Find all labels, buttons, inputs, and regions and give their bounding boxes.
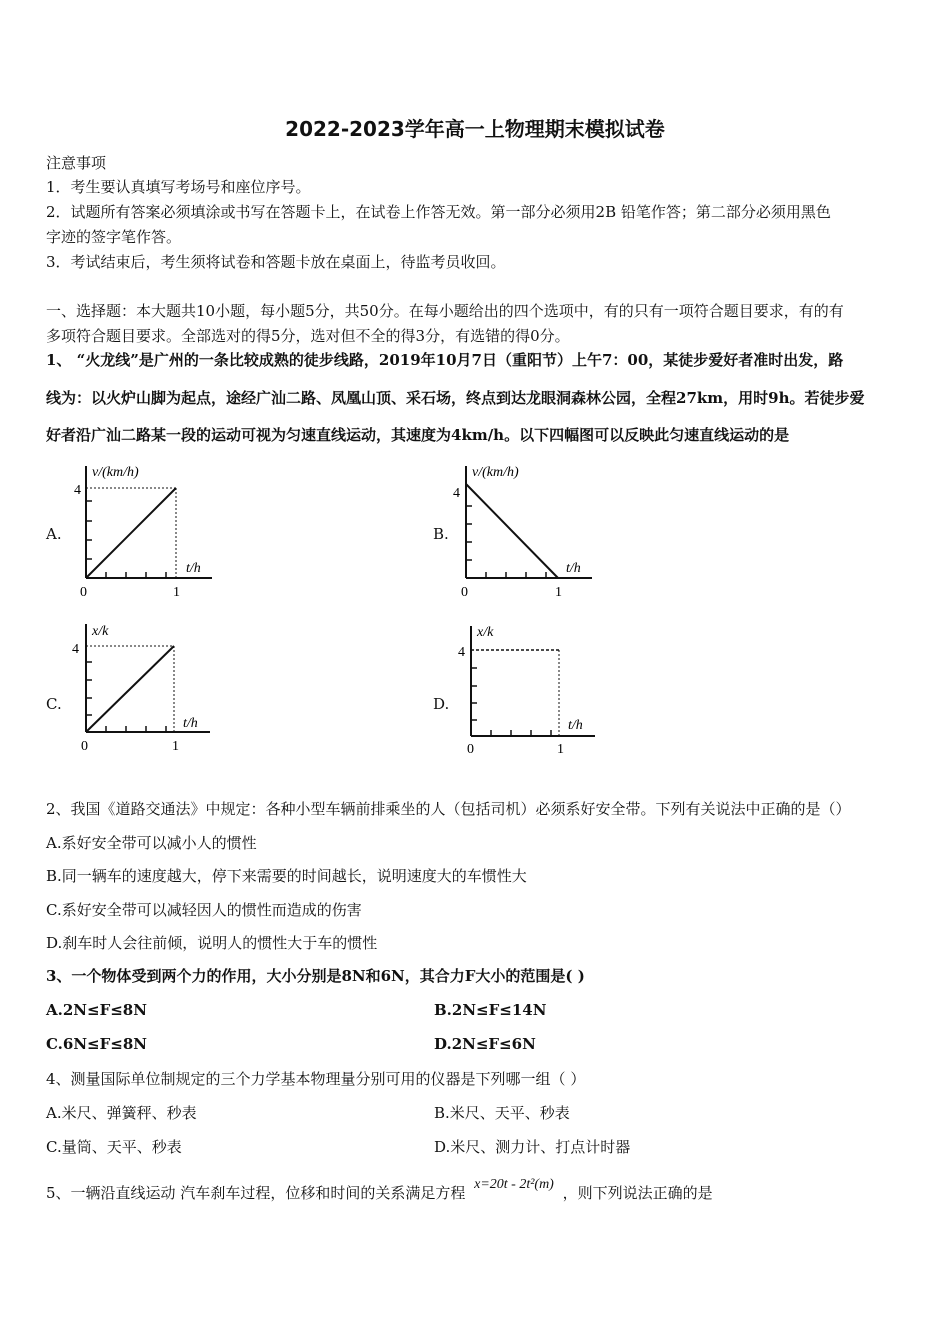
question-3-option: B.2N≤F≤14N: [434, 1001, 547, 1019]
option-label-b: B.: [433, 525, 449, 543]
question-3-option: A.2N≤F≤8N: [46, 1001, 147, 1019]
question-2-stem: 2、我国《道路交通法》中规定：各种小型车辆前排乘坐的人（包括司机）必须系好安全带。下列有关说法中正确的是（）: [46, 800, 851, 818]
page-title: 2022-2023学年高一上物理期末模拟试卷: [285, 117, 665, 141]
section-instructions: 一、选择题：本大题共10小题，每小题5分，共50分。在每小题给出的四个选项中，有的只有一项符合题目要求，有的有: [46, 302, 844, 320]
x-axis-label: t/h: [568, 718, 583, 733]
notice-item: 3．考试结束后，考生须将试卷和答题卡放在桌面上，待监考员收回。: [46, 253, 506, 271]
notice-heading: 注意事项: [46, 154, 107, 172]
option-label-d: D.: [433, 695, 450, 713]
question-5-formula: x=20t - 2t²(m): [474, 1177, 554, 1192]
graph-b: [452, 458, 602, 603]
notice-item: 2．试题所有答案必须填涂或书写在答题卡上，在试卷上作答无效。第一部分必须用2B 铅笔作答；第二部分必须用黑色: [46, 203, 831, 221]
option-label-a: A.: [46, 525, 62, 543]
question-4-stem: 4、测量国际单位制规定的三个力学基本物理量分别可用的仪器是下列哪一组（ ）: [46, 1070, 586, 1088]
question-3-option: C.6N≤F≤8N: [46, 1035, 147, 1053]
origin-label: 0: [461, 585, 468, 600]
question-4-option: A.米尺、弹簧秤、秒表: [46, 1104, 197, 1122]
option-label-c: C.: [46, 695, 62, 713]
y-axis-label: x/k: [477, 625, 494, 640]
question-4-option: B.米尺、天平、秒表: [434, 1104, 570, 1122]
question-1-stem: 好者沿广汕二路某一段的运动可视为匀速直线运动，其速度为4km/h。以下四幅图可以反映此匀速直线运动的是: [46, 426, 790, 444]
origin-label: 0: [81, 739, 88, 754]
x-axis-label: t/h: [566, 561, 581, 576]
question-1-stem: 线为：以火炉山脚为起点，途经广汕二路、凤凰山顶、采石场，终点到达龙眼洞森林公园，全程27km，用时9h。若徒步爱: [46, 389, 865, 407]
y-tick-label: 4: [74, 483, 81, 498]
x-tick-label: 1: [557, 742, 564, 757]
y-tick-label: 4: [453, 486, 460, 501]
question-2-option: B.同一辆车的速度越大，停下来需要的时间越长，说明速度大的车惯性大: [46, 867, 527, 885]
question-5-stem-end: ，则下列说法正确的是: [562, 1184, 713, 1202]
y-axis-label: v/(km/h): [472, 465, 519, 480]
question-1-stem: 1、 “火龙线”是广州的一条比较成熟的徒步线路，2019年10月7日（重阳节）上午7：00，某徒步爱好者准时出发，路: [46, 351, 844, 369]
question-2-option: D.刹车时人会往前倾，说明人的惯性大于车的惯性: [46, 934, 378, 952]
graph-line: [466, 484, 558, 578]
y-axis-label: x/k: [92, 624, 109, 639]
question-4-option: D.米尺、测力计、打点计时器: [434, 1138, 631, 1156]
question-2-option: A.系好安全带可以减小人的惯性: [46, 834, 257, 852]
x-tick-label: 1: [173, 585, 180, 600]
x-axis-label: t/h: [183, 716, 198, 731]
graph-line: [86, 646, 174, 732]
question-5-stem: [46, 1177, 713, 1207]
origin-label: 0: [467, 742, 474, 757]
y-tick-label: 4: [72, 642, 79, 657]
origin-label: 0: [80, 585, 87, 600]
x-tick-label: 1: [172, 739, 179, 754]
graph-d: [455, 618, 605, 758]
section-instructions: 多项符合题目要求。全部选对的得5分，选对但不全的得3分，有选错的得0分。: [46, 327, 570, 345]
y-axis-label: v/(km/h): [92, 465, 139, 480]
graph-c: [70, 618, 220, 758]
notice-item: 字迹的签字笔作答。: [46, 228, 182, 246]
question-5-stem-start: 5、一辆沿直线运动 汽车刹车过程，位移和时间的关系满足方程: [46, 1184, 466, 1202]
notice-item: 1．考生要认真填写考场号和座位序号。: [46, 178, 311, 196]
question-4-option: C.量筒、天平、秒表: [46, 1138, 182, 1156]
graph-a: [70, 458, 220, 603]
x-tick-label: 1: [555, 585, 562, 600]
y-tick-label: 4: [458, 645, 465, 660]
question-3-option: D.2N≤F≤6N: [434, 1035, 536, 1053]
question-3-stem: 3、一个物体受到两个力的作用，大小分别是8N和6N，其合力F大小的范围是( ): [46, 967, 585, 985]
question-2-option: C.系好安全带可以减轻因人的惯性而造成的伤害: [46, 901, 362, 919]
graph-line: [86, 488, 176, 578]
x-axis-label: t/h: [186, 561, 201, 576]
